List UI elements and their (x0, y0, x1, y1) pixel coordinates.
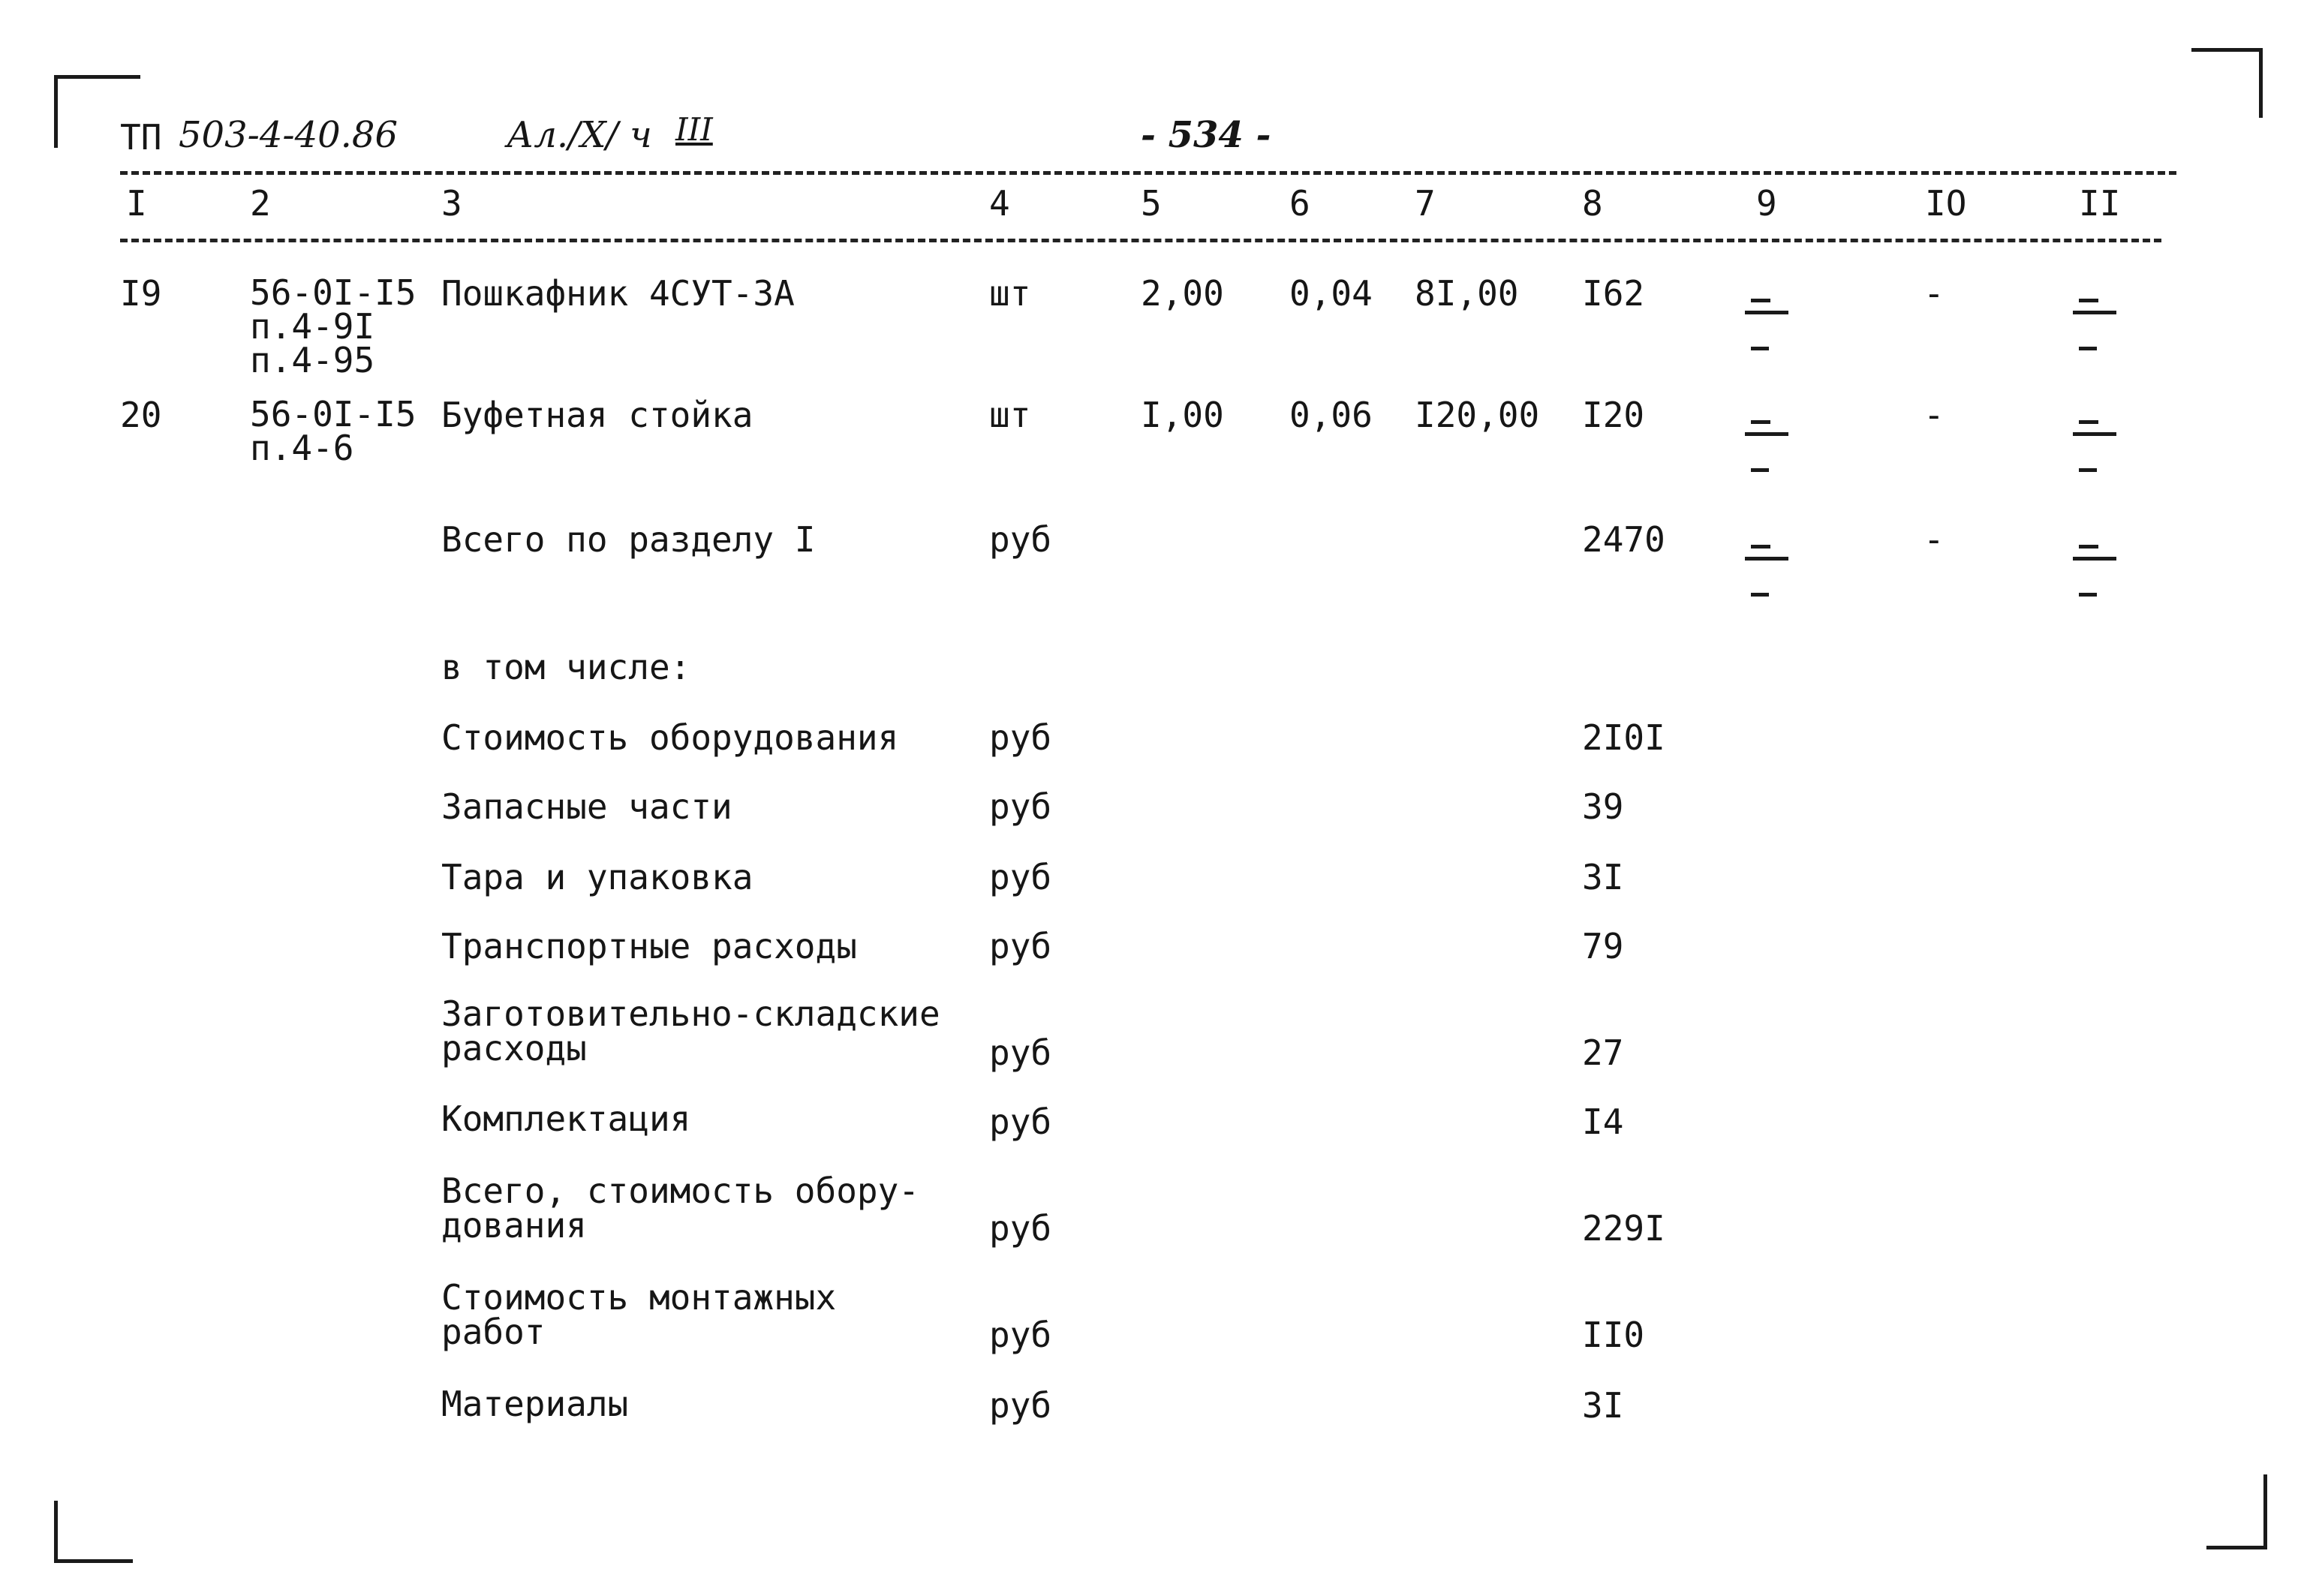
item-label-continued: работ (441, 1312, 546, 1352)
reference-line: п.4-95 (250, 340, 375, 381)
col-10-dash: - (1924, 519, 1945, 560)
reference-line: 56-0I-I5 (250, 272, 417, 313)
header-album: Ал./X/ ч (507, 114, 652, 156)
item-unit-price: 8I,00 (1415, 273, 1519, 314)
item-unit: руб (989, 1208, 1052, 1249)
item-unit: руб (989, 857, 1052, 897)
item-value: 2I0I (1582, 717, 1665, 758)
header-top-rule (120, 171, 2176, 175)
row-reference (250, 394, 417, 469)
col-head-8: 8 (1582, 183, 1603, 224)
reference-line: п.4-6 (250, 428, 354, 469)
col-11-mark (2073, 311, 2116, 314)
item-label: Всего, стоимость обору- (441, 1171, 919, 1211)
col-10-dash: - (1924, 395, 1945, 435)
col-head-4: 4 (989, 183, 1010, 224)
header-part: III (675, 111, 713, 148)
item-label: Запасные части (441, 786, 732, 827)
col-11-mark (2079, 299, 2098, 302)
col-9-mark (1751, 593, 1769, 597)
header-bottom-rule (120, 239, 2161, 242)
header-prefix: ТП (120, 117, 162, 158)
col-head-2: 2 (250, 183, 271, 224)
item-name: Буфетная стойка (441, 395, 753, 435)
item-weight: 0,06 (1289, 395, 1373, 435)
header-code: 503-4-40.86 (179, 114, 399, 156)
item-unit: руб (989, 1385, 1052, 1426)
item-value: 27 (1582, 1032, 1624, 1073)
item-label: Стоимость монтажных (441, 1277, 837, 1318)
item-weight: 0,04 (1289, 273, 1373, 314)
item-unit: руб (989, 786, 1052, 827)
col-10-dash: - (1924, 273, 1945, 314)
col-head-11: II (2079, 183, 2121, 224)
item-total: I20 (1582, 395, 1645, 435)
item-unit: руб (989, 1032, 1052, 1073)
col-head-6: 6 (1289, 183, 1310, 224)
col-head-9: 9 (1756, 183, 1777, 224)
col-9-mark (1745, 557, 1788, 561)
corner-mark-top-right (2191, 48, 2263, 118)
item-label: Тара и упаковка (441, 857, 753, 897)
col-11-mark (2073, 432, 2116, 436)
col-11-mark (2079, 545, 2098, 549)
item-quantity: 2,00 (1141, 273, 1224, 314)
col-head-5: 5 (1141, 183, 1162, 224)
item-unit: руб (989, 717, 1052, 758)
corner-mark-bottom-right (2206, 1474, 2267, 1549)
item-value: II0 (1582, 1315, 1645, 1355)
col-11-mark (2079, 420, 2098, 424)
item-unit: руб (989, 1315, 1052, 1355)
col-9-mark (1751, 347, 1769, 350)
col-11-mark (2079, 347, 2097, 350)
col-head-3: 3 (441, 183, 462, 224)
item-value: 79 (1582, 926, 1624, 966)
corner-mark-bottom-left (54, 1501, 133, 1563)
item-unit: руб (989, 926, 1052, 966)
item-label: Комплектация (441, 1099, 691, 1139)
col-9-mark (1745, 311, 1788, 314)
including-label: в том числе: (441, 647, 691, 687)
item-label: Заготовительно-складские (441, 993, 940, 1034)
row-number: 20 (120, 395, 162, 435)
col-11-mark (2079, 593, 2097, 597)
item-unit-price: I20,00 (1415, 395, 1540, 435)
item-value: 3I (1582, 857, 1624, 897)
item-value: 39 (1582, 786, 1624, 827)
col-9-mark (1751, 299, 1770, 302)
item-quantity: I,00 (1141, 395, 1224, 435)
item-name: Пошкафник 4СУТ-3А (441, 273, 795, 314)
item-label-continued: дования (441, 1205, 587, 1246)
col-9-mark (1751, 468, 1769, 472)
total-value: 2470 (1582, 519, 1665, 560)
item-value: 3I (1582, 1385, 1624, 1426)
item-total: I62 (1582, 273, 1645, 314)
col-9-mark (1751, 420, 1770, 424)
row-reference (250, 272, 417, 381)
col-head-7: 7 (1415, 183, 1436, 224)
reference-line: п.4-9I (250, 306, 375, 347)
item-unit: шт (989, 273, 1031, 314)
item-label: Транспортные расходы (441, 926, 857, 966)
item-unit: руб (989, 1102, 1052, 1142)
item-value: 229I (1582, 1208, 1665, 1249)
item-label-continued: расходы (441, 1028, 587, 1069)
page-number: - 534 - (1141, 114, 1271, 156)
total-label: Всего по разделу I (441, 519, 816, 560)
col-11-mark (2079, 468, 2097, 472)
item-value: I4 (1582, 1102, 1624, 1142)
item-label: Материалы (441, 1384, 629, 1424)
item-unit: шт (989, 395, 1031, 435)
col-head-10: IO (1925, 183, 1967, 224)
col-head-1: I (126, 183, 147, 224)
reference-line: 56-0I-I5 (250, 394, 417, 434)
item-label: Стоимость оборудования (441, 717, 899, 758)
total-unit: руб (989, 519, 1052, 560)
col-9-mark (1751, 545, 1770, 549)
col-11-mark (2073, 557, 2116, 561)
col-9-mark (1745, 432, 1788, 436)
row-number: I9 (120, 273, 162, 314)
